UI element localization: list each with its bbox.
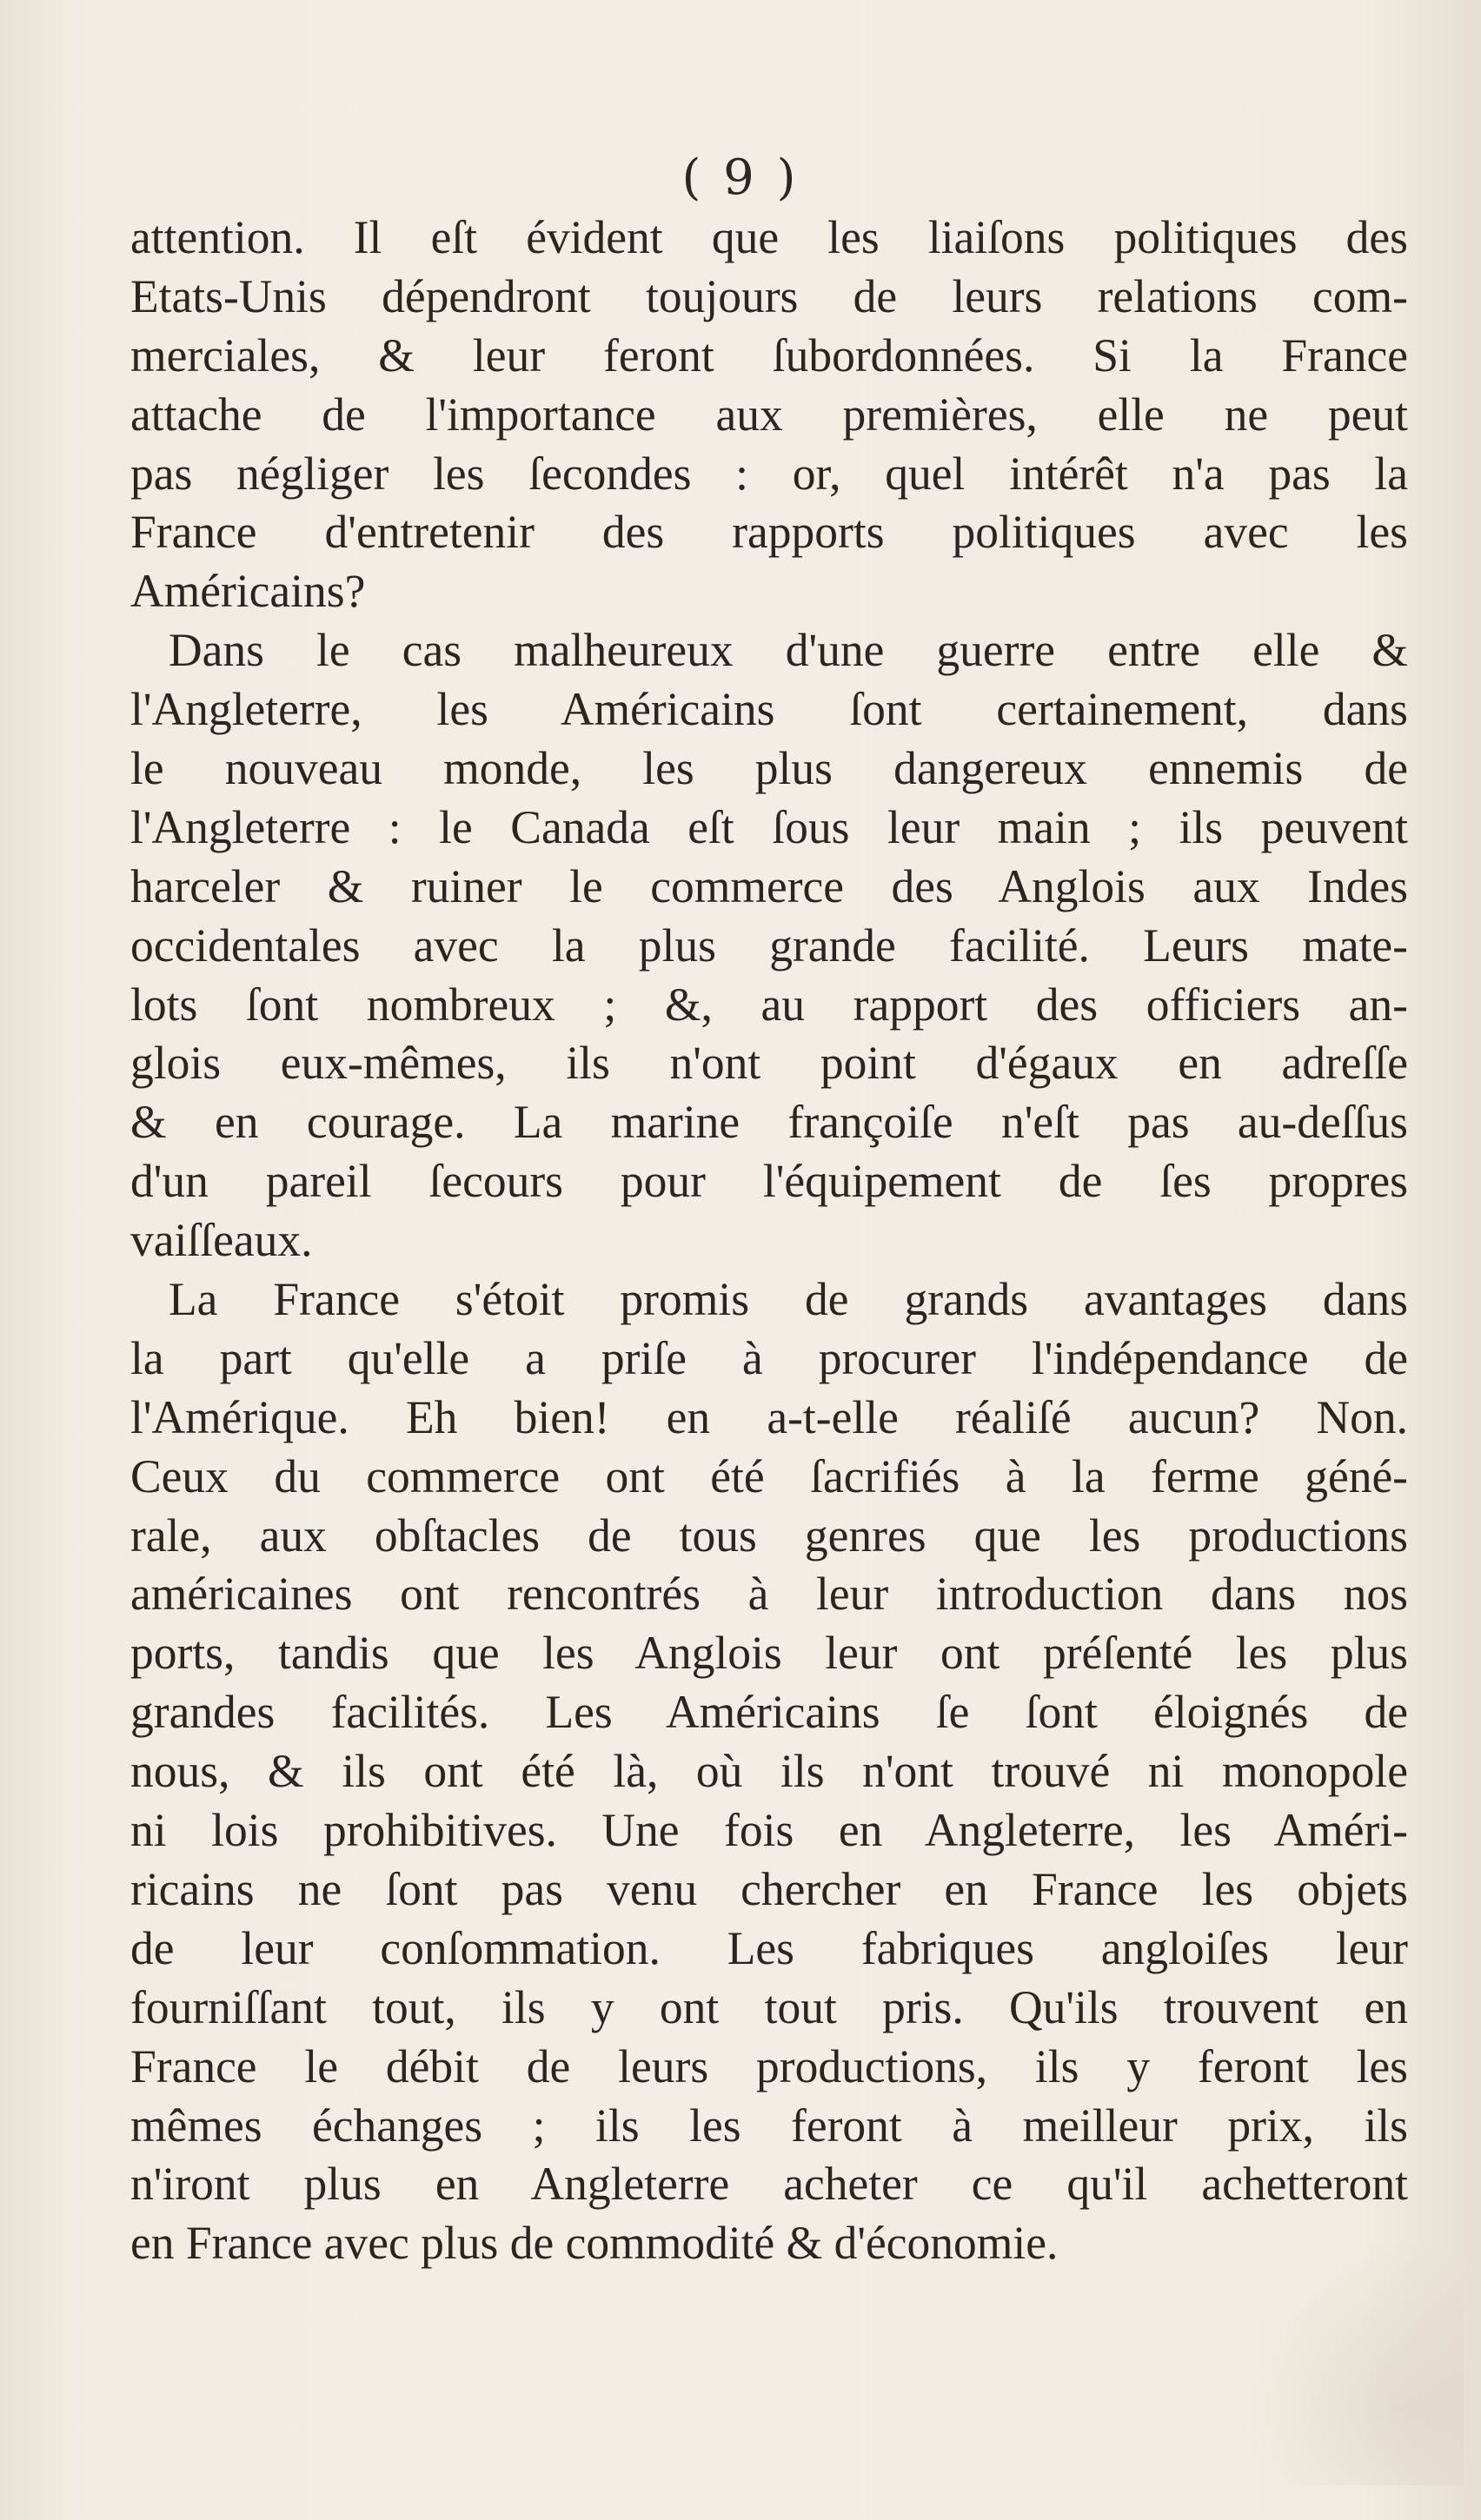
page-number: ( 9 ) bbox=[681, 149, 800, 206]
body-text bbox=[130, 209, 1408, 2273]
text-line: fourniſſant tout, ils y ont tout pris. Qu'ils trouvent en bbox=[130, 1980, 1408, 2033]
text-line: Américains? bbox=[130, 565, 366, 618]
paragraph bbox=[130, 1270, 1408, 2273]
text-line: en France avec plus de commodité & d'économie. bbox=[130, 2217, 1059, 2270]
text-line: vaiſſeaux. bbox=[130, 1214, 313, 1267]
text-line: ports, tandis que les Anglois leur ont préſenté les plus bbox=[130, 1627, 1408, 1680]
text-line: grandes facilités. Les Américains ſe ſont éloignés de bbox=[130, 1686, 1408, 1739]
text-line: l'Angleterre : le Canada eſt ſous leur main ; ils peuvent bbox=[130, 800, 1408, 853]
text-line: n'iront plus en Angleterre acheter ce qu'il achetteront bbox=[130, 2158, 1408, 2211]
text-line: la part qu'elle a priſe à procurer l'indépendance de bbox=[130, 1331, 1408, 1384]
text-line: d'un pareil ſecours pour l'équipement de ſes propres bbox=[130, 1155, 1408, 1208]
text-line: attention. Il eſt évident que les liaiſons politiques des bbox=[130, 211, 1408, 263]
text-line: harceler & ruiner le commerce des Anglois aux Indes bbox=[130, 859, 1408, 912]
text-line: France d'entretenir des rapports politiques avec les bbox=[130, 506, 1408, 559]
text-line: & en courage. La marine françoiſe n'eſt pas au-deſſus bbox=[130, 1096, 1408, 1149]
paragraph bbox=[130, 209, 1408, 621]
text-line: nous, & ils ont été là, où ils n'ont trouvé ni monopole bbox=[130, 1745, 1408, 1798]
text-line: occidentales avec la plus grande facilité. Leurs mate- bbox=[130, 918, 1408, 972]
text-line: Etats-Unis dépendront toujours de leurs relations com- bbox=[130, 269, 1408, 322]
text-line: La France s'étoit promis de grands avantages dans bbox=[169, 1273, 1408, 1326]
text-line: l'Angleterre, les Américains ſont certainement, dans bbox=[130, 683, 1408, 736]
text-line: ni lois prohibitives. Une fois en Angleterre, les Améri- bbox=[130, 1804, 1408, 1857]
text-line: glois eux-mêmes, ils n'ont point d'égaux en adreſſe bbox=[130, 1037, 1408, 1090]
text-line: de leur conſommation. Les fabriques angloiſes leur bbox=[130, 1921, 1408, 1974]
text-line: merciales, & leur feront ſubordonnées. Si la France bbox=[130, 328, 1408, 381]
text-line: l'Amérique. Eh bien! en a-t-elle réaliſé aucun? Non. bbox=[130, 1390, 1408, 1443]
text-line: attache de l'importance aux premières, elle ne peut bbox=[130, 388, 1408, 441]
text-line: rale, aux obſtacles de tous genres que les productions bbox=[130, 1509, 1408, 1562]
text-line: France le débit de leurs productions, ils y feront les bbox=[130, 2039, 1408, 2092]
text-line: Ceux du commerce ont été ſacrifiés à la ferme géné- bbox=[130, 1449, 1408, 1502]
text-line: ricains ne ſont pas venu chercher en France les objets bbox=[130, 1862, 1408, 1915]
text-line: le nouveau monde, les plus dangereux ennemis de bbox=[130, 742, 1408, 795]
text-line: américaines ont rencontrés à leur introduction dans nos bbox=[130, 1568, 1408, 1621]
text-line: lots ſont nombreux ; &, au rapport des officiers an- bbox=[130, 978, 1408, 1031]
text-line: pas négliger les ſecondes : or, quel intérêt n'a pas la bbox=[130, 447, 1408, 500]
text-line: Dans le cas malheureux d'une guerre entre elle & bbox=[169, 624, 1408, 677]
text-line: mêmes échanges ; ils les feront à meilleur prix, ils bbox=[130, 2099, 1408, 2152]
paragraph bbox=[130, 621, 1408, 1270]
